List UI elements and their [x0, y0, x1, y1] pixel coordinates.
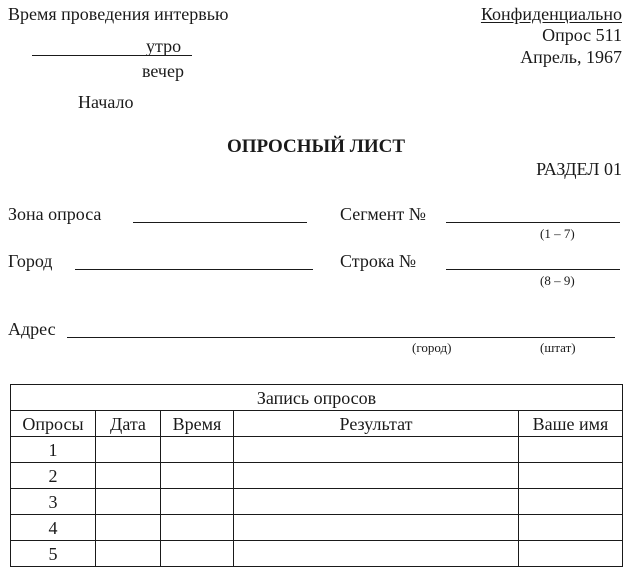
result-cell[interactable]	[234, 541, 519, 567]
date-cell[interactable]	[96, 463, 161, 489]
table-row	[11, 515, 623, 541]
records-caption: Запись опросов	[11, 385, 623, 411]
column-header-date: Дата	[96, 411, 161, 437]
date-cell[interactable]	[96, 515, 161, 541]
city-label: Город	[8, 251, 53, 271]
name-cell[interactable]	[519, 437, 623, 463]
row-input-line[interactable]	[446, 269, 620, 270]
row-code: (8 – 9)	[540, 273, 575, 288]
name-cell[interactable]	[519, 515, 623, 541]
column-header-your-name: Ваше имя	[519, 411, 623, 437]
address-state-hint: (штат)	[540, 340, 576, 355]
result-cell[interactable]	[234, 489, 519, 515]
time-cell[interactable]	[161, 489, 234, 515]
table-row	[11, 437, 623, 463]
start-label: Начало	[78, 92, 134, 112]
name-cell[interactable]	[519, 541, 623, 567]
survey-number: Опрос 511	[542, 25, 622, 45]
time-cell[interactable]	[161, 515, 234, 541]
time-cell[interactable]	[161, 463, 234, 489]
interview-time-label: Время проведения интервью	[8, 4, 229, 24]
table-row	[11, 541, 623, 567]
segment-input-line[interactable]	[446, 222, 620, 223]
records-header-row	[11, 411, 623, 437]
table-row	[11, 489, 623, 515]
result-cell[interactable]	[234, 437, 519, 463]
column-header-result: Результат	[234, 411, 519, 437]
address-label: Адрес	[8, 319, 56, 339]
name-cell[interactable]	[519, 463, 623, 489]
interview-records-table	[10, 384, 623, 567]
row-number: 4	[11, 515, 96, 541]
row-label: Строка №	[340, 251, 416, 271]
row-number: 2	[11, 463, 96, 489]
segment-label: Сегмент №	[340, 204, 426, 224]
date-cell[interactable]	[96, 489, 161, 515]
time-cell[interactable]	[161, 437, 234, 463]
address-city-hint: (город)	[412, 340, 452, 355]
row-number: 1	[11, 437, 96, 463]
table-row	[11, 463, 623, 489]
segment-code: (1 – 7)	[540, 226, 575, 241]
date-cell[interactable]	[96, 437, 161, 463]
time-cell[interactable]	[161, 541, 234, 567]
evening-option: вечер	[142, 61, 184, 81]
confidential-label: Конфиденциально	[480, 4, 622, 24]
column-header-interviews: Опросы	[11, 411, 96, 437]
result-cell[interactable]	[234, 463, 519, 489]
morning-option: утро	[146, 36, 182, 56]
date-cell[interactable]	[96, 541, 161, 567]
page-title: ОПРОСНЫЙ ЛИСТ	[226, 136, 406, 157]
zone-input-line[interactable]	[133, 222, 307, 223]
zone-label: Зона опроса	[8, 204, 102, 224]
column-header-time: Время	[161, 411, 234, 437]
section-label: РАЗДЕЛ 01	[536, 159, 622, 179]
row-number: 5	[11, 541, 96, 567]
row-number: 3	[11, 489, 96, 515]
survey-date: Апрель, 1967	[520, 47, 622, 67]
name-cell[interactable]	[519, 489, 623, 515]
address-input-line[interactable]	[67, 337, 615, 338]
result-cell[interactable]	[234, 515, 519, 541]
city-input-line[interactable]	[75, 269, 313, 270]
